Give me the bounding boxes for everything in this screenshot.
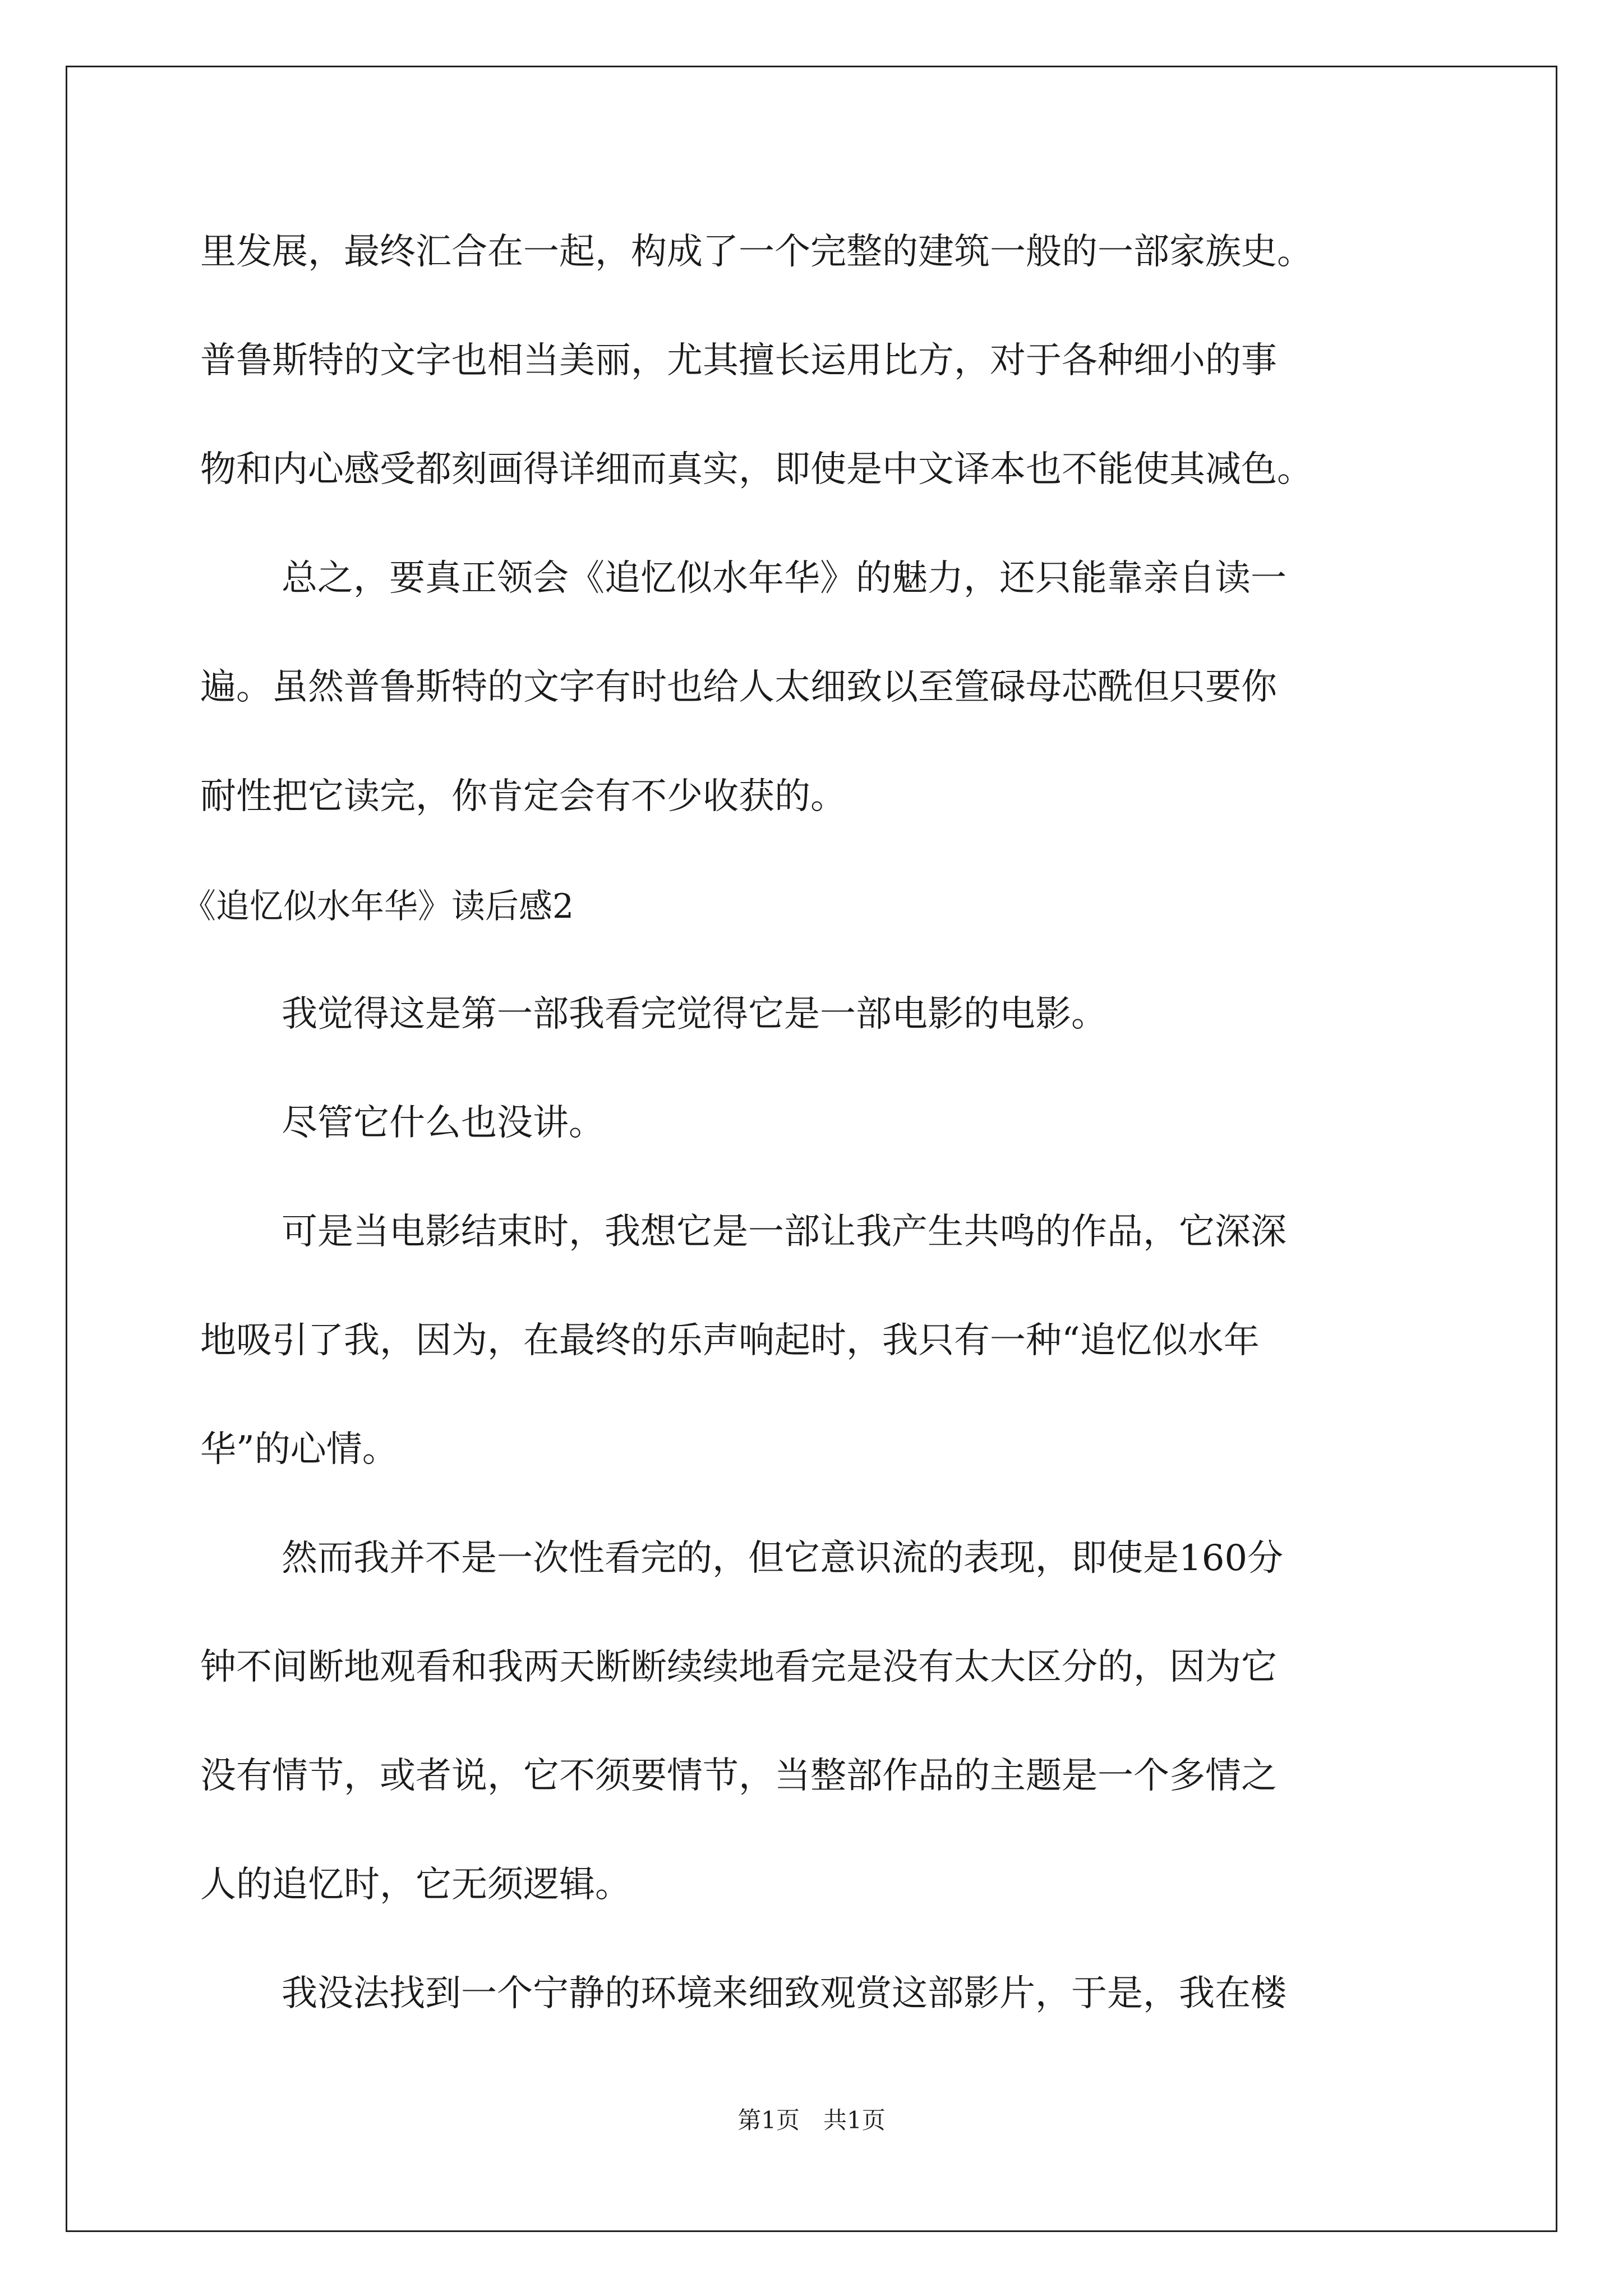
body-line: 物和内心感受都刻画得详细而真实，即使是中文译本也不能使其减色。 xyxy=(200,449,1313,490)
body-line: 华”的心情。 xyxy=(200,1429,398,1470)
paragraph-start-line: 总之，要真正领会《追忆似水年华》的魅力，还只能靠亲自读一 xyxy=(282,558,1287,599)
paragraph-start-line: 尽管它什么也没讲。 xyxy=(282,1102,605,1144)
page-number-footer: 第1页 共1页 xyxy=(737,2106,886,2134)
body-line: 普鲁斯特的文字也相当美丽，尤其擅长运用比方，对于各种细小的事 xyxy=(200,340,1277,381)
body-line: 地吸引了我，因为，在最终的乐声响起时，我只有一种“追忆似水年 xyxy=(200,1320,1260,1361)
body-line: 钟不间断地观看和我两天断断续续地看完是没有太大区分的，因为它 xyxy=(200,1646,1277,1688)
body-line: 遍。虽然普鲁斯特的文字有时也给人太细致以至箮碌母芯酰但只要你 xyxy=(200,666,1277,708)
paragraph-start-line: 然而我并不是一次性看完的，但它意识流的表现，即使是160分 xyxy=(282,1538,1284,1579)
section-heading: 《追忆似水年华》读后感2 xyxy=(182,887,574,926)
body-line: 人的追忆时，它无须逻辑。 xyxy=(200,1864,631,1906)
paragraph-start-line: 我没法找到一个宁静的环境来细致观赏这部影片，于是，我在楼 xyxy=(282,1973,1287,2014)
body-line: 没有情节，或者说，它不须要情节，当整部作品的主题是一个多情之 xyxy=(200,1755,1277,1797)
paragraph-start-line: 可是当电影结束时，我想它是一部让我产生共鸣的作品，它深深 xyxy=(282,1211,1287,1253)
body-line: 里发展，最终汇合在一起，构成了一个完整的建筑一般的一部家族史。 xyxy=(200,231,1313,273)
body-line: 耐性把它读完，你肯定会有不少收获的。 xyxy=(200,776,846,817)
paragraph-start-line: 我觉得这是第一部我看完觉得它是一部电影的电影。 xyxy=(282,993,1107,1035)
